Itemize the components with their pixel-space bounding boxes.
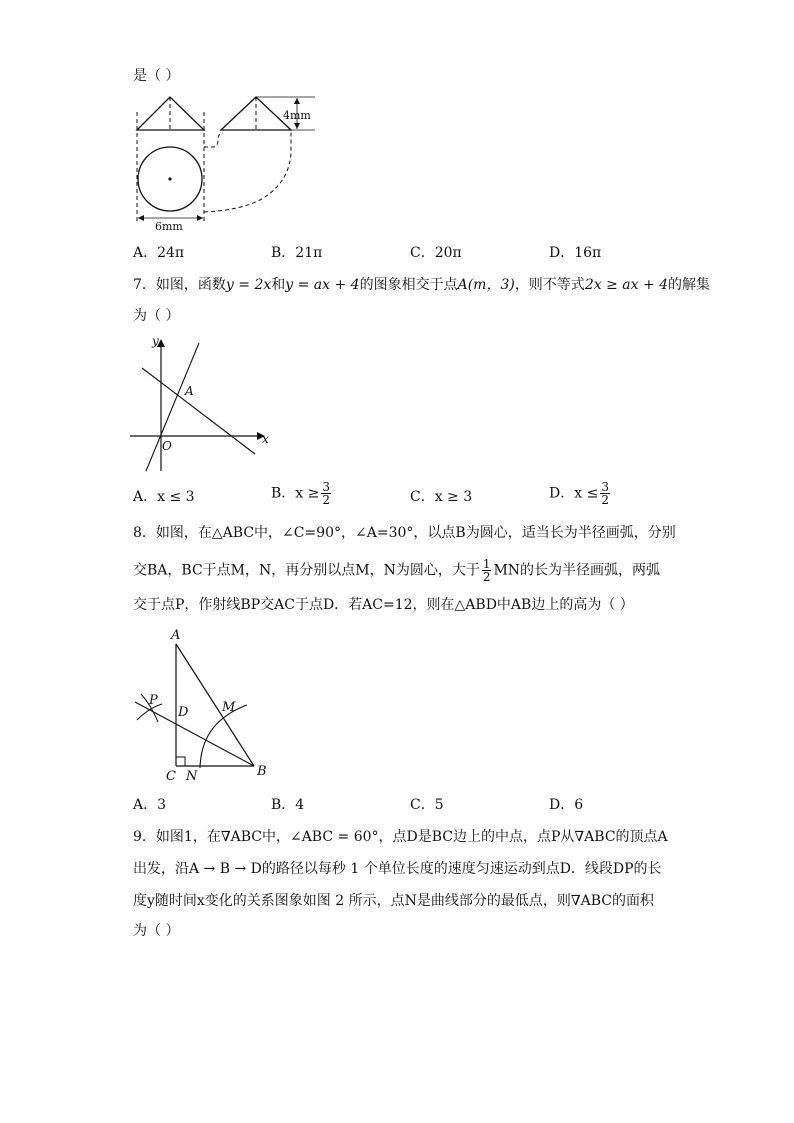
svg-text:B: B [257, 764, 267, 779]
q8-line3: 交于点P，作射线BP交AC于点D．若AC=12，则在△ABD中AB边上的高为（ ） [133, 597, 634, 613]
q6-label-6mm: 6mm [155, 220, 183, 232]
q8-option-c[interactable]: C．5 [410, 797, 444, 813]
q8-line2: 交BA，BC于点M，N，再分别以点M，N为圆心，大于 $\frac{1}{2}$ MN的长为半径画弧，两弧 [133, 557, 661, 584]
svg-text:P: P [149, 693, 158, 708]
q7-option-c[interactable]: C．x ≥ 3 [410, 489, 473, 505]
q7-line-y-2x [146, 343, 199, 471]
q8-option-b[interactable]: B．4 [271, 797, 305, 813]
svg-text:M: M [222, 700, 236, 715]
q8-option-a[interactable]: A．3 [133, 797, 167, 813]
q7-line2: 为（ ） [133, 308, 180, 324]
svg-text:A: A [171, 628, 181, 643]
q6-figure [125, 92, 325, 232]
q9-line4: 为（ ） [133, 923, 180, 939]
q6-option-c[interactable]: C．20π [410, 245, 462, 261]
q6-option-a[interactable]: A．24π [133, 245, 185, 261]
q8-line1: 8．如图，在△ABC中，∠C=90°，∠A=30°，以点B为圆心，适当长为半径画弧，分别 [133, 525, 676, 541]
svg-text:D: D [178, 705, 189, 720]
q7-option-b[interactable]: B．x ≥ $\frac{3}{2}$ [271, 480, 331, 507]
svg-text:x: x [262, 432, 269, 446]
q7-option-a[interactable]: A．x ≤ 3 [133, 489, 195, 505]
svg-text:O: O [162, 439, 172, 453]
q7-line1: 7．如图，函数y = 2x和y = ax + 4的图象相交于点A(m，3)，则不等式2x ≥ ax + 4的解集 [133, 277, 711, 293]
svg-text:y: y [152, 334, 159, 348]
svg-text:C: C [166, 769, 176, 782]
q9-line1: 9．如图1，在∇ABC中，∠ABC = 60°，点D是BC边上的中点，点P从∇ABC的顶点A [133, 829, 668, 845]
q8-triangle-figure [125, 622, 285, 782]
q6-option-b[interactable]: B．21π [271, 245, 323, 261]
q6-tail: 是（ ） [133, 68, 180, 84]
q6-option-d[interactable]: D．16π [549, 245, 602, 261]
q9-line3: 度y随时间x变化的关系图象如图 2 所示，点N是曲线部分的最低点，则∇ABC的面积 [133, 893, 655, 909]
q6-label-4mm: 4mm [283, 109, 311, 122]
q8-option-d[interactable]: D．6 [549, 797, 584, 813]
q9-line2: 出发，沿A → B → D的路径以每秒 1 个单位长度的速度匀速运动到点D．线段DP的长 [133, 861, 662, 877]
svg-text:A: A [185, 384, 194, 398]
q7-graph [130, 333, 280, 475]
q7-option-d[interactable]: D．x ≤ $\frac{3}{2}$ [549, 480, 609, 507]
svg-text:N: N [186, 769, 198, 782]
